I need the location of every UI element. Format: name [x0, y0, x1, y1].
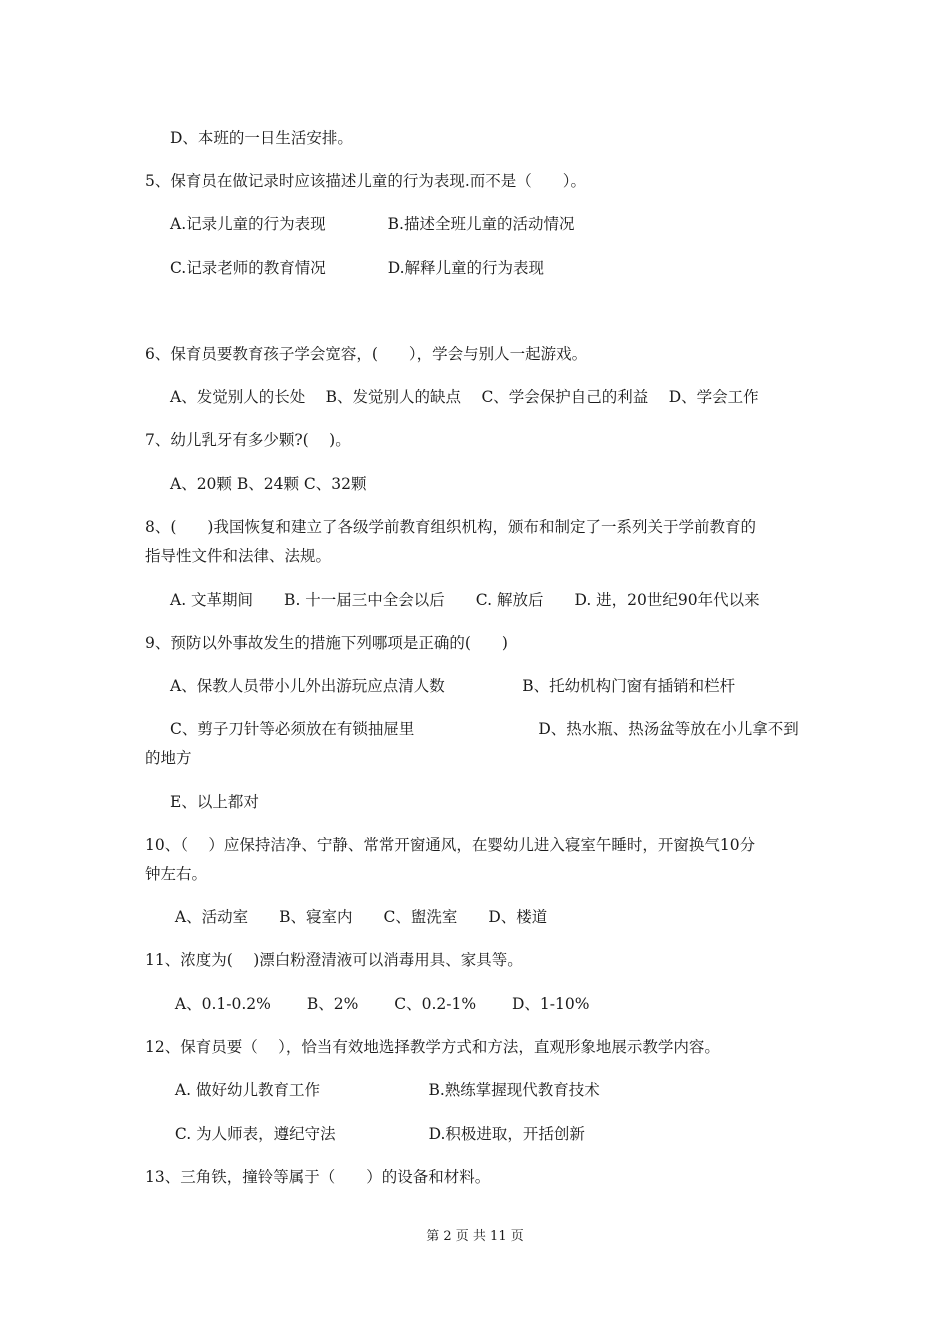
option-line: C、剪子刀针等必须放在有锁抽屉里 D、热水瓶、热汤盆等放在小儿拿不到	[170, 720, 799, 738]
option-line: D、本班的一日生活安排。	[170, 129, 353, 147]
option-line: A. 文革期间 B. 十一届三中全会以后 C. 解放后 D. 进，20世纪90年代以来	[170, 591, 760, 609]
option-line: C.记录老师的教育情况 D.解释儿童的行为表现	[170, 259, 545, 277]
option-line: A、活动室 B、寝室内 C、盥洗室 D、楼道	[170, 908, 548, 926]
question-line: 5、保育员在做记录时应该描述儿童的行为表现.而不是（ ）。	[145, 172, 587, 190]
option-line: C. 为人师表，遵纪守法 D.积极进取，开括创新	[170, 1125, 585, 1143]
question-line: 12、保育员要（ ），恰当有效地选择教学方式和方法，直观形象地展示教学内容。	[145, 1038, 720, 1056]
option-line: A、发觉别人的长处 B、发觉别人的缺点 C、学会保护自己的利益 D、学会工作	[170, 388, 759, 406]
option-line: A. 做好幼儿教育工作 B.熟练掌握现代教育技术	[170, 1081, 600, 1099]
option-line: A.记录儿童的行为表现 B.描述全班儿童的活动情况	[170, 215, 575, 233]
option-line: A、0.1-0.2% B、2% C、0.2-1% D、1-10%	[170, 995, 590, 1013]
question-line: 指导性文件和法律、法规。	[145, 547, 332, 565]
question-line: 13、三角铁，撞铃等属于（ ）的设备和材料。	[145, 1168, 491, 1186]
option-line: A、保教人员带小儿外出游玩应点清人数 B、托幼机构门窗有插销和栏杆	[170, 677, 736, 695]
option-line: E、以上都对	[170, 793, 259, 811]
question-line: 10、（ ）应保持洁净、宁静、常常开窗通风，在婴幼儿进入寝室午睡时，开窗换气10分	[145, 836, 756, 854]
question-line: 11、浓度为( )漂白粉澄清液可以消毒用具、家具等。	[145, 951, 523, 969]
question-line: 7、幼儿乳牙有多少颗?( )。	[145, 431, 351, 449]
page-footer: 第 2 页 共 11 页	[426, 1229, 524, 1244]
question-line: 9、预防以外事故发生的措施下列哪项是正确的( )	[145, 634, 508, 652]
question-line: 8、( )我国恢复和建立了各级学前教育组织机构，颁布和制定了一系列关于学前教育的	[145, 518, 756, 536]
question-line: 6、保育员要教育孩子学会宽容，( ），学会与别人一起游戏。	[145, 345, 588, 363]
option-line: 的地方	[145, 749, 192, 767]
question-line: 钟左右。	[145, 865, 208, 883]
option-line: A、20颗 B、24颗 C、32颗	[170, 475, 367, 493]
